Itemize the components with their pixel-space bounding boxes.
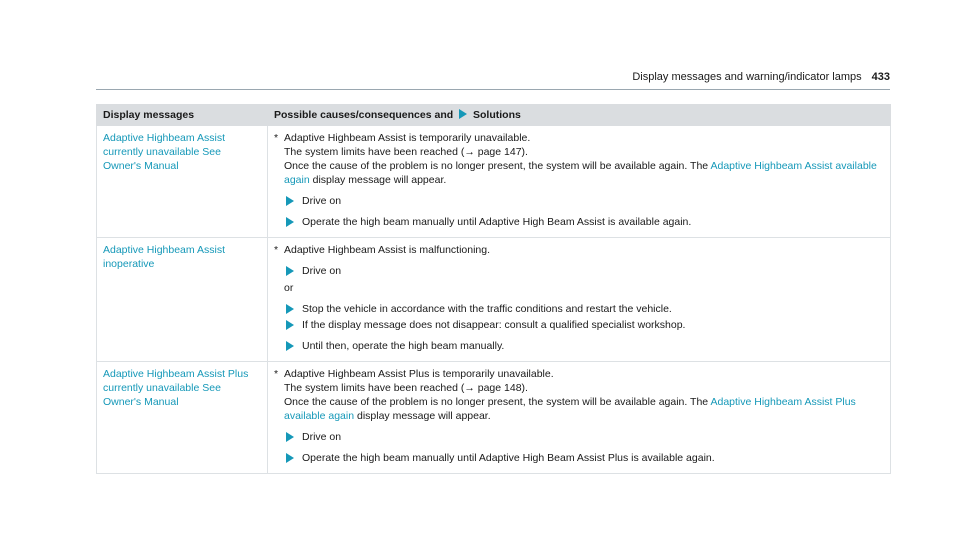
step-text: Stop the vehicle in accordance with the traffic conditions and restart the vehicle. [302, 303, 672, 315]
solution-step [274, 318, 884, 332]
cause-marker: * [274, 368, 279, 380]
cause-line [274, 243, 884, 257]
limits-text[interactable]: The system limits have been reached (→ page 148). [284, 382, 528, 394]
table-row [97, 362, 891, 474]
once-text-highlight: Adaptive Highbeam Assist Plus available again [284, 396, 856, 422]
page-number: 433 [871, 71, 890, 83]
solution-step [274, 215, 884, 229]
cause-text: Adaptive Highbeam Assist is malfunctioning. [284, 244, 491, 256]
step-arrow-icon [286, 217, 294, 227]
cause-marker: * [274, 244, 279, 256]
step-arrow-icon [286, 304, 294, 314]
solution-step [274, 451, 884, 465]
causes-cell [268, 362, 891, 474]
step-arrow-icon [286, 432, 294, 442]
limits-text[interactable]: The system limits have been reached (→ page 147). [284, 146, 528, 158]
once-text [274, 395, 884, 423]
table-header-row [97, 105, 891, 126]
step-text: If the display message does not disappear: consult a qualified specialist workshop. [302, 319, 686, 331]
step-text: Drive on [302, 431, 342, 443]
once-text-pre: Once the cause of the problem is no longer present, the system will be available again. The [284, 160, 709, 172]
once-text-post: display message will appear. [312, 174, 447, 186]
display-messages-table [96, 104, 891, 474]
step-arrow-icon [286, 196, 294, 206]
display-message: Adaptive Highbeam Assist inoperative [97, 238, 268, 362]
col-header-solutions-label: Solutions [473, 109, 521, 121]
cause-text: Adaptive Highbeam Assist is temporarily unavailable. [284, 132, 531, 144]
step-arrow-icon [286, 453, 294, 463]
cause-line [274, 131, 884, 145]
step-arrow-icon [286, 320, 294, 330]
solution-step [274, 194, 884, 208]
step-text: Operate the high beam manually until Adaptive High Beam Assist is available again. [302, 216, 692, 228]
once-text [274, 159, 884, 187]
col-header-messages: Display messages [97, 105, 268, 126]
display-message: Adaptive Highbeam Assist currently unavailable See Owner's Manual [97, 126, 268, 238]
section-title: Display messages and warning/indicator lamps [632, 71, 862, 83]
once-text-post: display message will appear. [356, 410, 491, 422]
page-header [96, 71, 890, 90]
cause-text: Adaptive Highbeam Assist Plus is temporarily unavailable. [284, 368, 554, 380]
step-text: Drive on [302, 265, 342, 277]
solution-step [274, 339, 884, 353]
causes-cell [268, 126, 891, 238]
step-text: Drive on [302, 195, 342, 207]
or-text: or [284, 282, 294, 294]
step-arrow-icon [286, 341, 294, 351]
cause-marker: * [274, 132, 279, 144]
solution-step [274, 302, 884, 316]
solution-arrow-icon [459, 109, 467, 119]
once-text-pre: Once the cause of the problem is no longer present, the system will be available again. The [284, 396, 709, 408]
table-row [97, 126, 891, 238]
step-arrow-icon [286, 266, 294, 276]
step-text: Operate the high beam manually until Adaptive High Beam Assist Plus is available again. [302, 452, 715, 464]
causes-cell [268, 238, 891, 362]
table-row [97, 238, 891, 362]
step-text: Until then, operate the high beam manually. [302, 340, 505, 352]
display-message: Adaptive Highbeam Assist Plus currently unavailable See Owner's Manual [97, 362, 268, 474]
col-header-causes [268, 105, 891, 126]
solution-step [274, 430, 884, 444]
solution-step [274, 264, 884, 278]
cause-line [274, 367, 884, 381]
col-header-causes-label: Possible causes/consequences and [274, 109, 454, 121]
once-text-highlight: Adaptive Highbeam Assist available again [284, 160, 877, 186]
